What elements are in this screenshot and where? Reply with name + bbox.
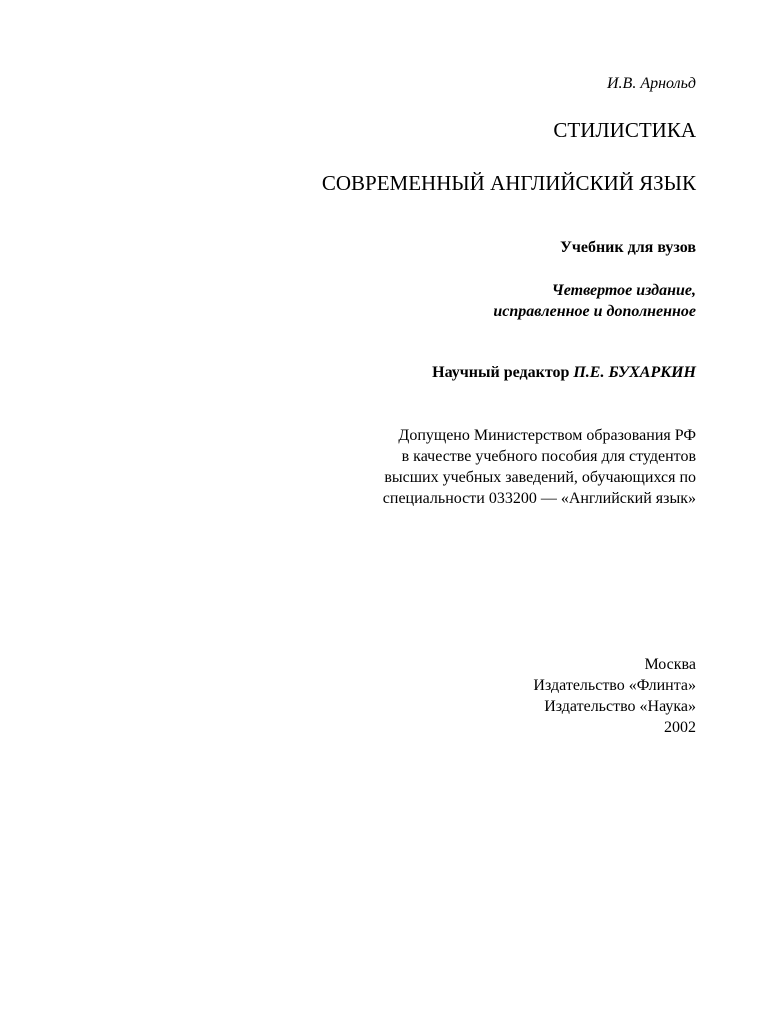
approval-line-2: в качестве учебного пособия для студентов [401,448,696,465]
imprint-year: 2002 [664,719,696,736]
book-type: Учебник для вузов [560,239,696,256]
book-title: СТИЛИСТИКА [553,118,696,142]
scientific-editor [432,363,696,383]
imprint-city: Москва [644,656,696,673]
approval-line-3: высших учебных заведений, обучающихся по [384,469,696,486]
edition-line-1: Четвертое издание, [551,282,696,299]
author-name: И.В. Арнольд [607,75,696,92]
approval-line-4: специальности 033200 — «Английский язык» [382,490,696,507]
edition-info [493,280,696,322]
imprint-publisher-2: Издательство «Наука» [544,698,696,715]
editor-label: Научный редактор [432,364,574,381]
imprint [533,654,696,738]
approval-line-1: Допущено Министерством образования РФ [398,427,696,444]
book-subtitle: СОВРЕМЕННЫЙ АНГЛИЙСКИЙ ЯЗЫК [321,171,696,195]
edition-line-2: исправленное и дополненное [493,303,696,320]
imprint-publisher-1: Издательство «Флинта» [533,677,696,694]
editor-name: П.Е. БУХАРКИН [573,364,696,381]
approval-statement [383,425,696,509]
